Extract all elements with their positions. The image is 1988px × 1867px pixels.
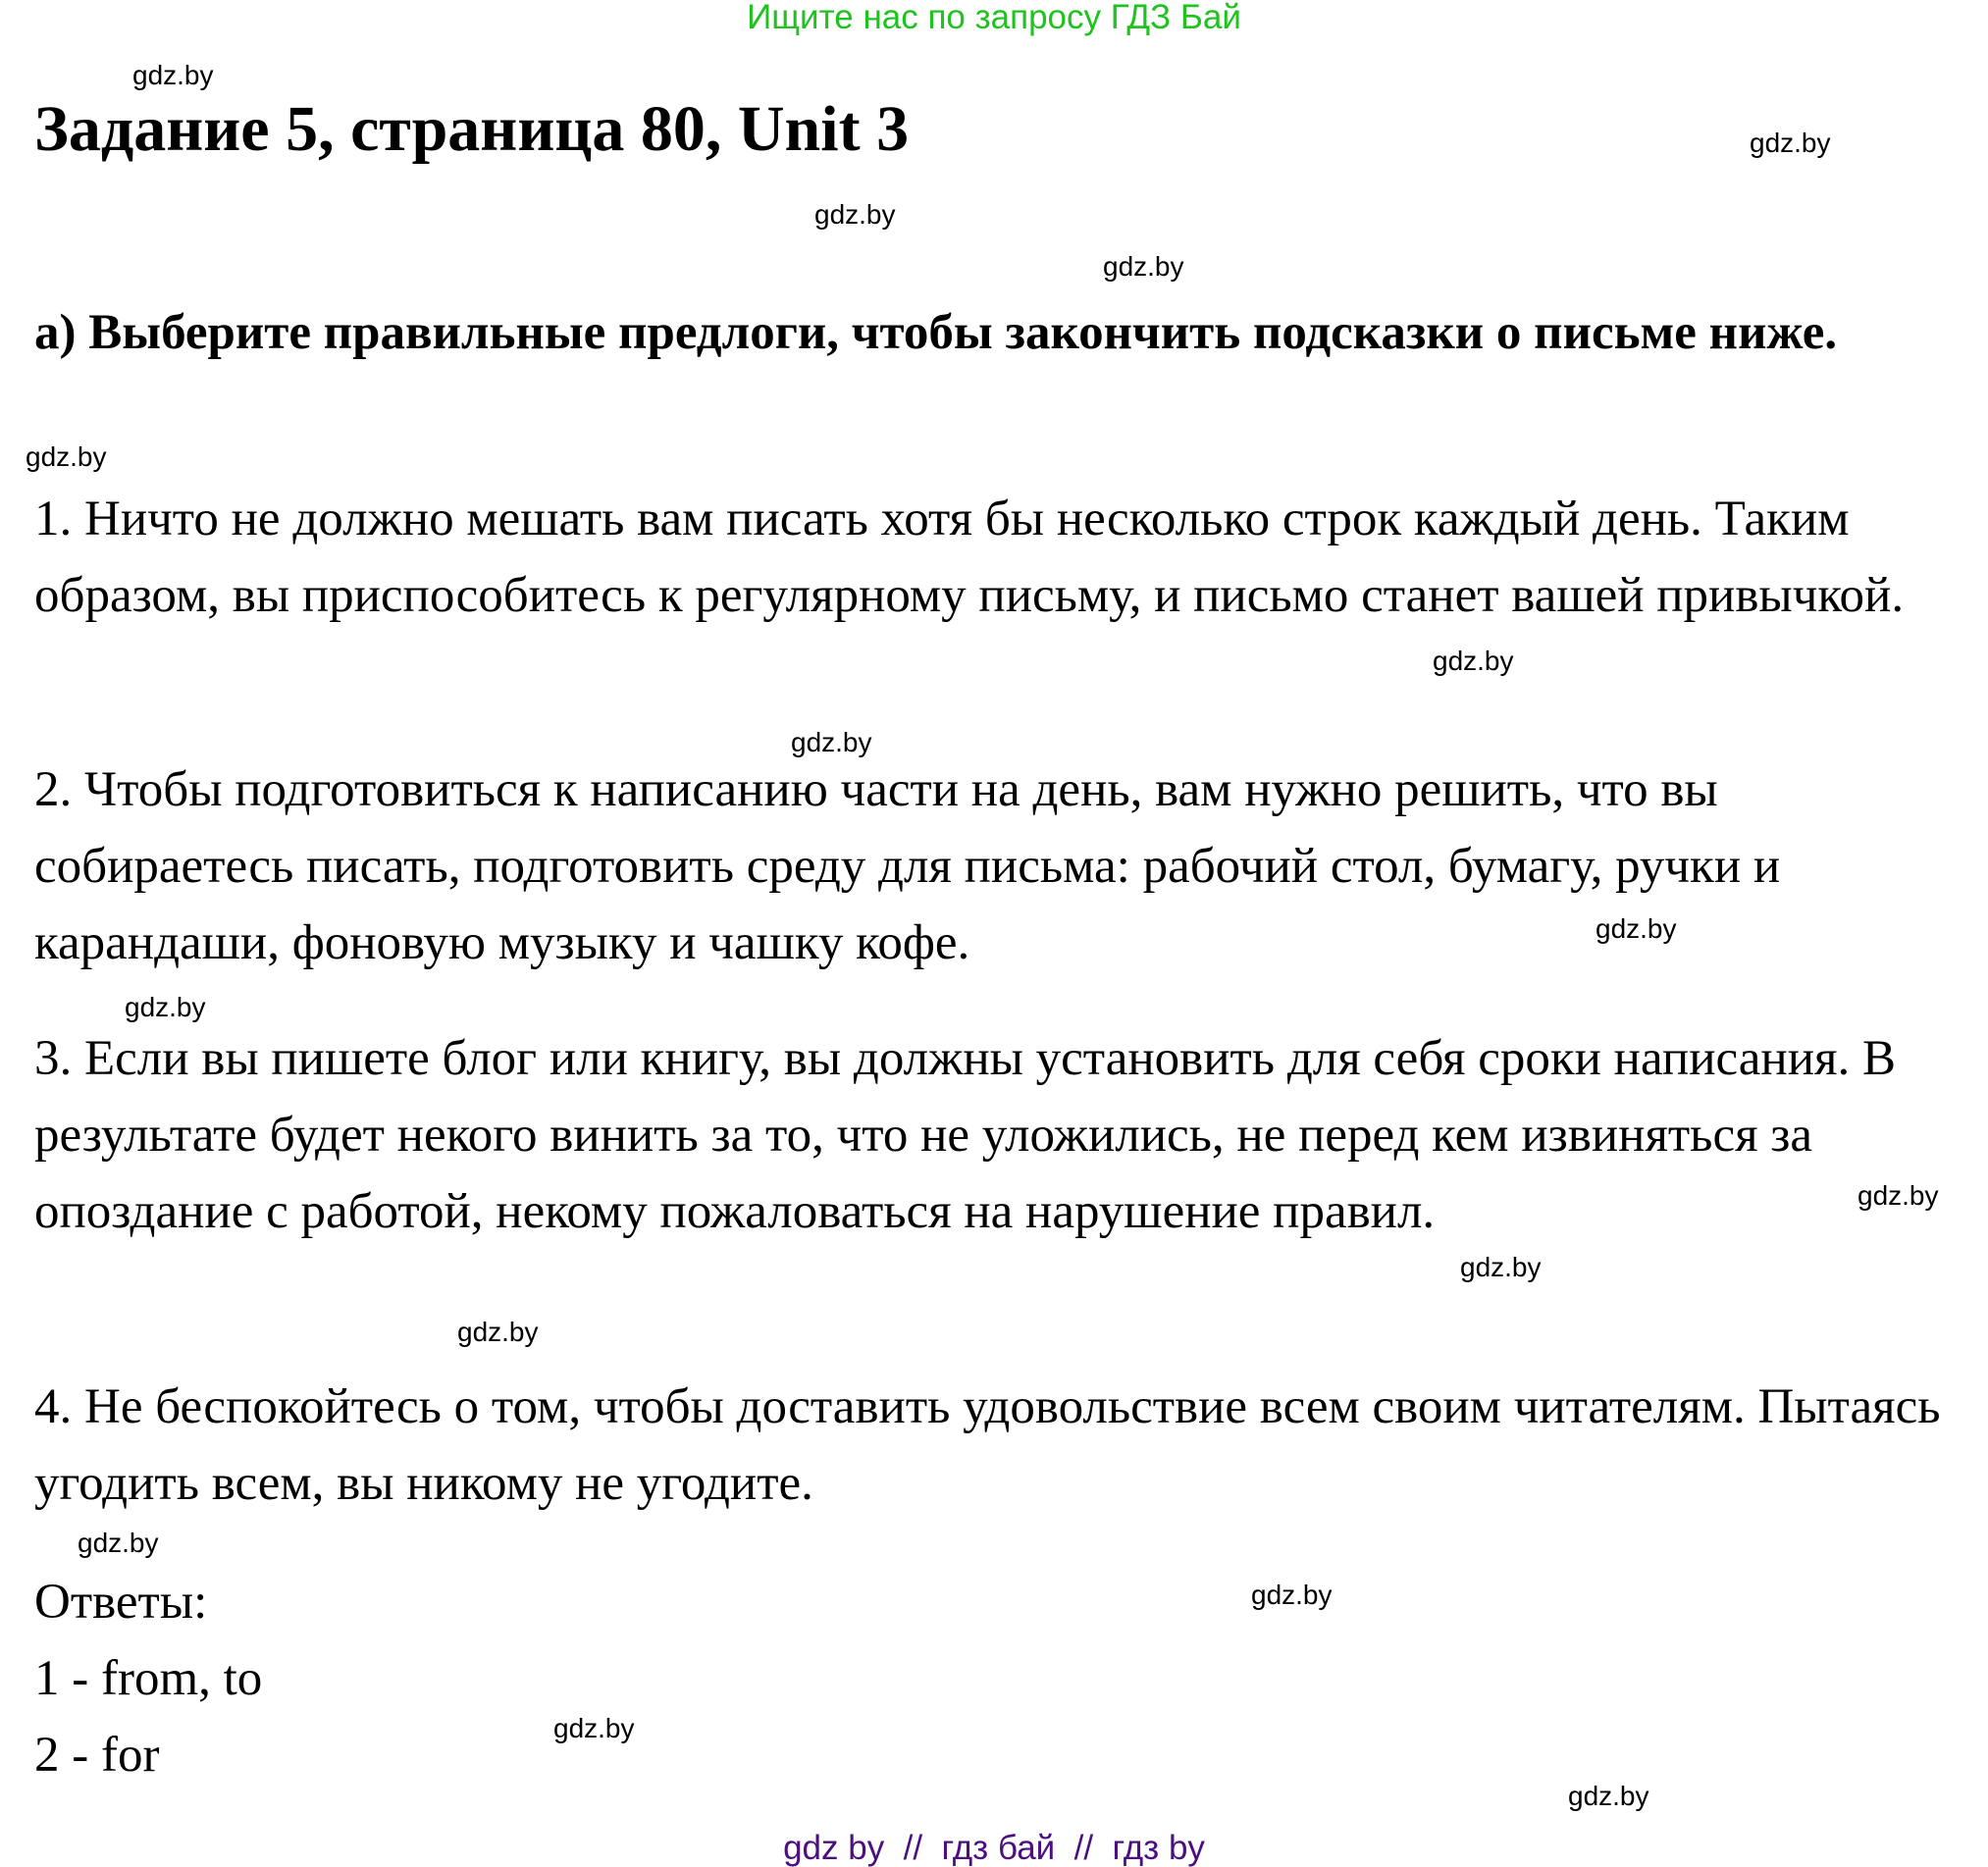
watermark: gdz.by bbox=[1596, 913, 1677, 944]
list-item: 4. Не беспокойтесь о том, чтобы доставить удовольствие всем своим читателям. Пытаясь угодить всем, вы никому не угодите. bbox=[34, 1379, 1941, 1511]
watermark: gdz.by bbox=[132, 60, 214, 90]
watermark: gdz.by bbox=[1857, 1180, 1939, 1211]
answers-label: Ответы: bbox=[34, 1575, 208, 1630]
list-item: 3. Если вы пишете блог или книгу, вы должны установить для себя сроки написания. В результате будет некого винить за то, что не уложились, не перед кем извиняться за опоздание с работой, некому пожаловаться на нарушение правил. bbox=[34, 1031, 1896, 1239]
list-item: 1. Ничто не должно мешать вам писать хотя бы несколько строк каждый день. Таким образом, вы приспособитесь к регулярному письму, и письмо станет вашей привычкой. bbox=[34, 492, 1905, 623]
watermark: gdz.by bbox=[553, 1713, 635, 1743]
watermark: gdz.by bbox=[791, 727, 872, 757]
watermark: gdz.by bbox=[1460, 1252, 1542, 1282]
watermark: gdz.by bbox=[26, 441, 107, 472]
search-banner: Ищите нас по запросу ГДЗ Бай bbox=[747, 0, 1241, 36]
list-item: 2. Чтобы подготовиться к написанию части на день, вам нужно решить, что вы собираетесь писать, подготовить среду для письма: рабочий стол, бумагу, ручки и карандаши, фоновую музыку и чашку кофе. bbox=[34, 762, 1781, 970]
watermark: gdz.by bbox=[1750, 128, 1831, 158]
watermark: gdz.by bbox=[1103, 251, 1184, 282]
footer-links: gdz by // гдз бай // гдз by bbox=[783, 1829, 1205, 1867]
watermark: gdz.by bbox=[814, 199, 896, 230]
watermark: gdz.by bbox=[1568, 1781, 1649, 1811]
answer-item: 2 - for bbox=[34, 1728, 160, 1783]
watermark: gdz.by bbox=[457, 1317, 539, 1347]
answer-item: 1 - from, to bbox=[34, 1651, 263, 1706]
watermark: gdz.by bbox=[125, 992, 206, 1022]
watermark: gdz.by bbox=[1251, 1580, 1333, 1610]
page-title: Задание 5, страница 80, Unit 3 bbox=[34, 93, 910, 165]
watermark: gdz.by bbox=[78, 1528, 159, 1558]
watermark: gdz.by bbox=[1433, 646, 1514, 676]
task-instruction: а) Выберите правильные предлоги, чтобы закончить подсказки о письме ниже. bbox=[34, 305, 1838, 360]
